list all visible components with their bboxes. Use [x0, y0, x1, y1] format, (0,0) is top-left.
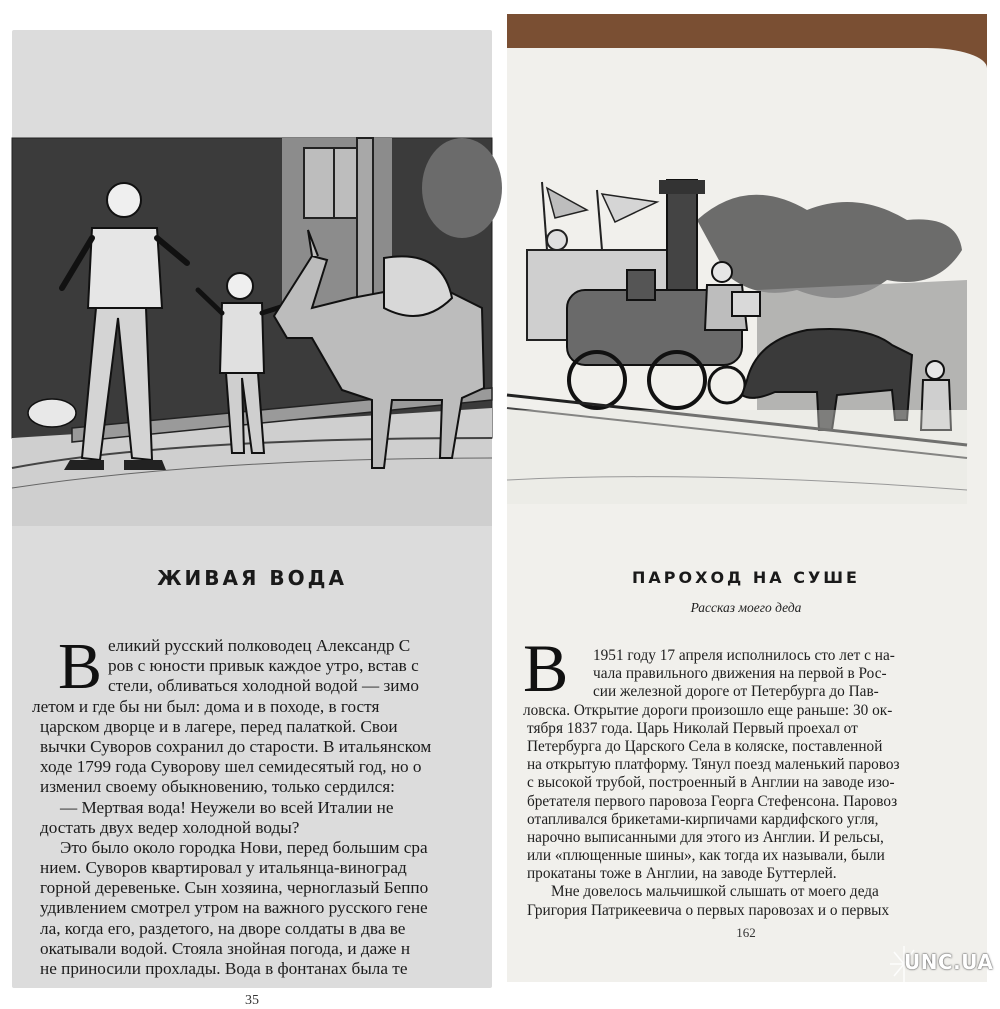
text-line: или «плющенные шины», как тогда их называли, были: [527, 847, 885, 865]
text-line: стели, обливаться холодной водой — зимо: [108, 676, 419, 696]
text-line: Григория Патрикеевича о первых паровозах и о первых: [527, 901, 890, 919]
text-line: с высокой трубой, построенный в Англии на заводе изо-: [527, 774, 895, 792]
chapter-title: ПАРОХОД НА СУШЕ: [632, 568, 860, 587]
text-line: летом и где бы ни был: дома и в походе, в гостя: [32, 696, 380, 716]
text-line: нарочно выписанными для этого из Англии. И рельсы,: [527, 828, 884, 846]
text-line: нием. Суворов квартировал у итальянца-виноград: [40, 858, 407, 878]
body-text: [32, 630, 492, 979]
text-line: царском дворце и в лагере, перед палаткой. Свои: [40, 716, 398, 736]
text-line: Это было около городка Нови, перед большим сра: [60, 837, 428, 857]
chapter-subtitle: Рассказ моего деда: [690, 600, 802, 615]
page-number: 162: [736, 925, 756, 940]
text-line: изменил своему обыкновению, только сердился:: [40, 777, 395, 797]
text-line: ходе 1799 года Суворову шел семидесятый год, но о: [40, 757, 422, 777]
text-line: 1951 году 17 апреля исполнилось сто лет с на-: [593, 647, 895, 664]
text-line: тября 1837 года. Царь Николай Первый проехал от: [527, 719, 858, 737]
text-line: — Мертвая вода! Неужели во всей Италии не: [60, 797, 394, 817]
text-line: прокатаны тоже в Англии, на заводе Буттерлей.: [527, 865, 837, 883]
left-book-page: [12, 30, 492, 1008]
text-line: бретателя первого паровоза Георга Стефенсона. Паровоз: [527, 792, 898, 810]
drop-cap: В: [58, 630, 103, 703]
right-book-page: [507, 14, 987, 982]
text-line: окатывали водой. Стояла знойная погода, и даже н: [40, 938, 411, 958]
text-line: еликий русский полководец Александр С: [108, 636, 411, 655]
text-line: достать двух ведер холодной воды?: [40, 817, 300, 837]
watermark-text: UNC.UA: [904, 950, 994, 974]
text-line: ров с юности привык каждое утро, встав с: [108, 656, 419, 676]
text-line: на открытую платформу. Тянул поезд маленький паровоз: [527, 756, 900, 774]
text-line: ловска. Открытие дороги произошло еще раньше: 30 ок-: [523, 701, 893, 719]
text-line: Мне довелось мальчишкой слышать от моего деда: [551, 883, 879, 901]
page-number: 35: [245, 993, 259, 1008]
text-line: вычки Суворов сохранил до старости. В итальянском: [40, 736, 432, 756]
text-line: сии железной дороге от Петербурга до Пав-: [593, 683, 879, 701]
drop-cap: В: [523, 630, 569, 706]
text-line: чала правильного движения на первой в Рос-: [593, 665, 887, 683]
page-paper: [507, 48, 987, 982]
illustration-suvorov-and-boy: [12, 138, 492, 526]
text-line: удивлением смотрел утром на важного русского гене: [40, 898, 428, 918]
text-line: отапливался брикетами-кирпичами кардифского угля,: [527, 810, 879, 828]
body-text: [523, 647, 973, 920]
text-line: не приносили прохлады. Вода в фонтанах была те: [40, 959, 408, 978]
text-line: Петербурга до Царского Села в коляске, поставленной: [527, 737, 883, 755]
text-line: горной деревеньке. Сын хозяина, черноглазый Беппо: [40, 878, 429, 898]
text-line: ла, когда его, раздетого, на дворе солдаты в два ве: [40, 918, 406, 938]
chapter-title: ЖИВАЯ ВОДА: [157, 566, 347, 590]
illustration-locomotive-and-bull: [507, 180, 967, 504]
